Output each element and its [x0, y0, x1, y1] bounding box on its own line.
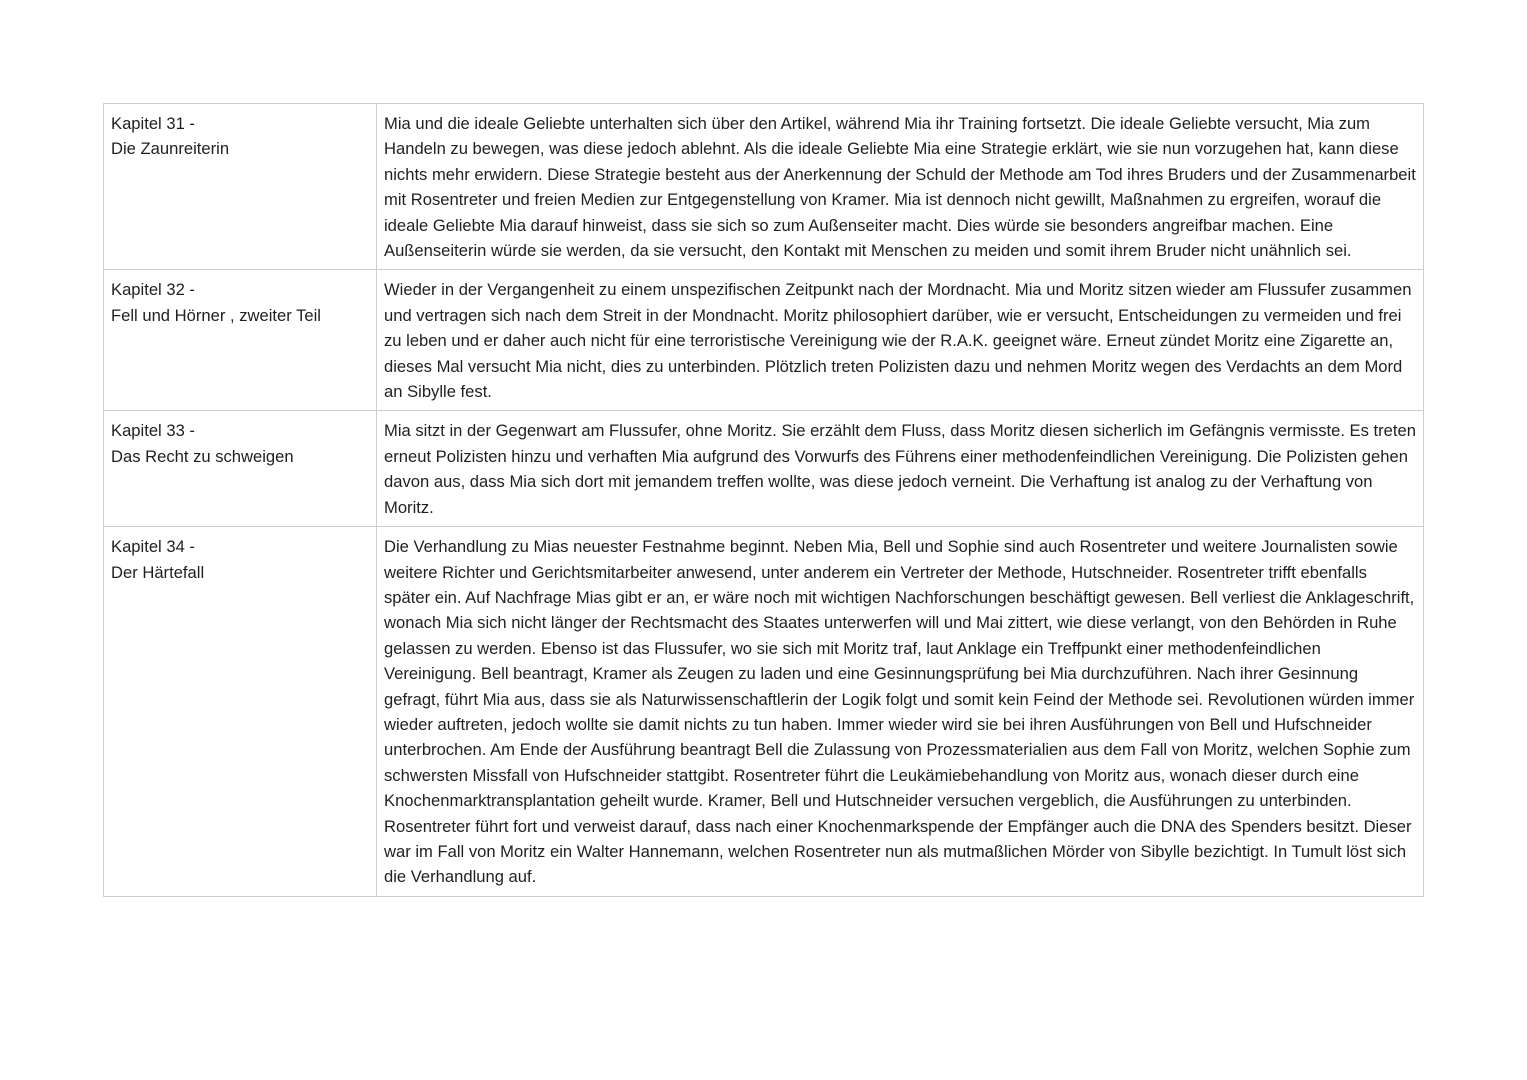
chapter-summary: Mia und die ideale Geliebte unterhalten sich über den Artikel, während Mia ihr Training fortsetzt. Die ideale Geliebte versucht, Mia zum Handeln zu bewegen, was diese jedoch ablehnt. Als die ideale Geliebte Mia eine Strategie erklärt, wie sie nun vorzugehen hat, kann diese nichts mehr erwidern. Diese Strategie besteht aus der Anerkennung der Schuld der Methode am Tod ihres Bruders und der Zusammenarbeit mit Rosentreter und freien Medien zur Entgegenstellung von Kramer. Mia ist dennoch nicht gewillt, Maßnahmen zu ergreifen, worauf die ideale Geliebte Mia darauf hinweist, dass sie sich so zum Außenseiter macht. Dies würde sie besonders angreifbar machen. Eine Außenseiterin würde sie werden, da sie versucht, den Kontakt mit Menschen zu meiden und somit ihrem Bruder nicht unähnlich sei.: [377, 104, 1424, 270]
table-row: [104, 411, 1424, 527]
chapter-cell: [104, 104, 377, 270]
chapter-number: Kapitel 31 -: [111, 114, 195, 133]
chapter-title: Der Härtefall: [111, 562, 205, 582]
chapter-title: Das Recht zu schweigen: [111, 446, 294, 466]
chapter-cell: [104, 527, 377, 897]
chapter-summary: Die Verhandlung zu Mias neuester Festnahme beginnt. Neben Mia, Bell und Sophie sind auch Rosentreter und weitere Journalisten sowie weitere Richter und Gerichtsmitarbeiter anwesend, unter anderem ein Vertreter der Methode, Hutschneider. Rosentreter trifft ebenfalls später ein. Auf Nachfrage Mias gibt er an, er wäre noch mit wichtigen Nachforschungen beschäftigt gewesen. Bell verliest die Anklageschrift, wonach Mia sich nicht länger der Rechtsmacht des Staates unterwerfen will und Mai zittert, wie diese verlangt, von den Behörden in Ruhe gelassen zu werden. Ebenso ist das Flussufer, wo sie sich mit Moritz traf, laut Anklage ein Treffpunkt einer methodenfeindlichen Vereinigung. Bell beantragt, Kramer als Zeugen zu laden und eine Gesinnungsprüfung bei Mia durchzuführen. Nach ihrer Gesinnung gefragt, führt Mia aus, dass sie als Naturwissenschaftlerin der Logik folgt und somit kein Feind der Methode sei. Revolutionen würden immer wieder auftreten, jedoch wollte sie damit nichts zu tun haben. Immer wieder wird sie bei ihren Ausführungen von Bell und Hufschneider unterbrochen. Am Ende der Ausführung beantragt Bell die Zulassung von Prozessmaterialien aus dem Fall von Moritz, welchen Sophie zum schwersten Missfall von Hufschneider stattgibt. Rosentreter führt die Leukämiebehandlung von Moritz aus, wonach dieser durch eine Knochenmarktransplantation geheilt wurde. Kramer, Bell und Hutschneider versuchen vergeblich, die Ausführungen zu unterbinden. Rosentreter führt fort und verweist darauf, dass nach einer Knochenmarkspende der Empfänger auch die DNA des Spenders besitzt. Dieser war im Fall von Moritz ein Walter Hannemann, welchen Rosentreter nun als mutmaßlichen Mörder von Sibylle bezichtigt. In Tumult löst sich die Verhandlung auf.: [377, 527, 1424, 897]
chapter-number: Kapitel 33 -: [111, 421, 195, 441]
chapter-number: Kapitel 32 -: [111, 280, 195, 300]
chapter-summary: Wieder in der Vergangenheit zu einem unspezifischen Zeitpunkt nach der Mordnacht. Mia und Moritz sitzen wieder am Flussufer zusammen und vertragen sich nach dem Streit in der Mondnacht. Moritz philosophiert darüber, wie er versucht, Entscheidungen zu vermeiden und frei zu leben und er daher auch nicht für eine terroristische Vereinigung wie der R.A.K. geeignet wäre. Erneut zündet Moritz eine Zigarette an, dieses Mal versucht Mia nicht, dies zu unterbinden. Plötzlich treten Polizisten dazu und nehmen Moritz wegen des Verdachts an dem Mord an Sibylle fest.: [377, 270, 1424, 411]
chapter-cell: [104, 411, 377, 527]
chapter-title: Fell und Hörner , zweiter Teil: [111, 305, 321, 325]
table-row: [104, 527, 1424, 897]
chapter-title: Die Zaunreiterin: [111, 139, 230, 159]
table-row: [104, 270, 1424, 411]
chapter-number: Kapitel 34 -: [111, 537, 195, 557]
chapter-summary: Mia sitzt in der Gegenwart am Flussufer, ohne Moritz. Sie erzählt dem Fluss, dass Moritz diesen sicherlich im Gefängnis vermisste. Es treten erneut Polizisten hinzu und verhaften Mia aufgrund des Vorwurfs des Führens einer methodenfeindlichen Vereinigung. Die Polizisten gehen davon aus, dass Mia sich dort mit jemandem treffen wollte, was diese jedoch verneint. Die Verhaftung ist analog zu der Verhaftung von Moritz.: [377, 411, 1424, 527]
chapter-summary-table: [103, 103, 1424, 897]
table-row: [104, 104, 1424, 270]
chapter-cell: [104, 270, 377, 411]
